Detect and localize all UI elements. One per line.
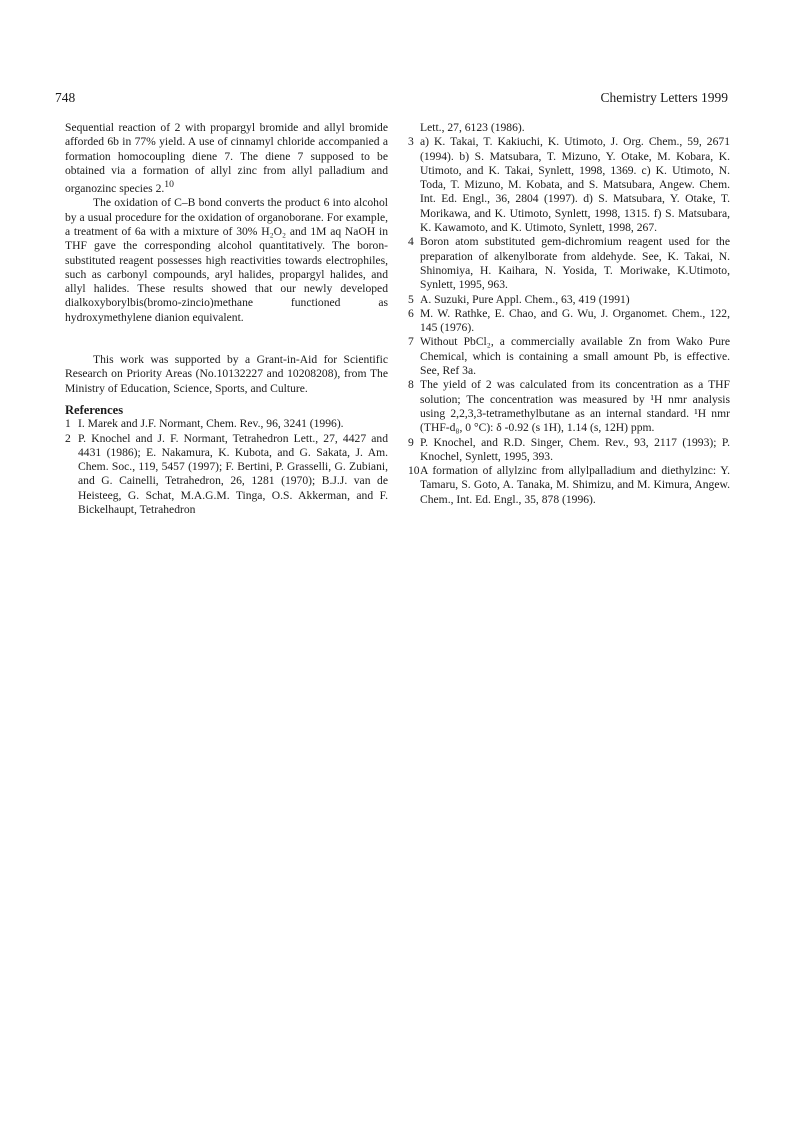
reference-text: I. Marek and J.F. Normant, Chem. Rev., 96, 3241 (1996). bbox=[78, 417, 344, 431]
reference-number: 1 bbox=[65, 417, 71, 431]
references-list-left bbox=[65, 417, 388, 517]
reference-number: 5 bbox=[408, 292, 414, 306]
page-number: 748 bbox=[55, 90, 76, 105]
body-paragraph-1-text: Sequential reaction of 2 with propargyl bromide and allyl bromide afforded 6b in 77% yield. A use of cinnamyl chloride accompanied a formation homocoupling diene 7. The diene 7 supposed to be obtained via a formation of allyl zinc from allyl palladium and organozinc species 2. bbox=[65, 121, 388, 196]
reference-item bbox=[65, 432, 388, 518]
reference-number: 2 bbox=[65, 431, 71, 445]
reference-number: 9 bbox=[408, 435, 414, 449]
reference-number: 6 bbox=[408, 306, 414, 320]
reference-text: A. Suzuki, Pure Appl. Chem., 63, 419 (1991) bbox=[420, 292, 630, 306]
reference-text: A formation of allylzinc from allylpalladium and diethylzinc: Y. Tamaru, S. Goto, A. Tanaka, M. Shimizu, and M. Kimura, Angew. Chem., Int. Ed. Engl., 35, 878 (1996). bbox=[420, 464, 730, 506]
reference-item bbox=[408, 335, 730, 378]
reference-number: 4 bbox=[408, 235, 414, 249]
reference-text: P. Knochel and J. F. Normant, Tetrahedron Lett., 27, 4427 and 4431 (1986); E. Nakamura, K. Kubota, and G. Sakata, J. Am. Chem. Soc., 119, 5457 (1997); F. Bertini, P. Grasselli, G. Zubiani, and G. Cainelli, Tetrahedron, 26, 1281 (1970); B.J.J. van de Heisteeg, G. Schat, M.A.G.M. Tinga, O.S. Akkerman, and F. Bickelhaupt, Tetrahedron bbox=[78, 431, 388, 516]
reference-item bbox=[408, 135, 730, 235]
body-paragraph-2: The oxidation of C–B bond converts the product 6 into alcohol by a usual procedure for the oxidation of organoborane. For example, a treatment of 6a with a mixture of 30% H₂O₂ and 1M aq NaOH in THF gave the corresponding alcohol quantitatively. The boron-substituted reagent possesses high reactivities towards electrophiles, such as carbonyl compounds, aryl halides, propargyl halides, and allyl halides. These results showed that our newly developed dialkoxyborylbis(bromo-zincio)methane functioned as hydroxymethylene dianion equivalent. bbox=[65, 196, 388, 324]
right-column bbox=[408, 121, 730, 507]
reference-text: Without PbCl₂, a commercially available Zn from Wako Pure Chemical, which is containing a small amount Pb, is effective. See, Ref 3a. bbox=[420, 335, 730, 378]
citation-superscript: 10 bbox=[164, 179, 174, 191]
reference-item bbox=[408, 307, 730, 336]
references-list-right bbox=[408, 135, 730, 507]
body-paragraph-1 bbox=[65, 121, 388, 196]
reference-text: The yield of 2 was calculated from its concentration as a THF solution; The concentration was measured by ¹H nmr analysis using 2,2,3,3-tetramethylbutane as an internal standard. ¹H nmr (THF-d₈, 0 °C): δ -0.92 (s 1H), 1.14 (s, 12H) ppm. bbox=[420, 378, 730, 435]
reference-number: 3 bbox=[408, 135, 414, 149]
left-column bbox=[65, 121, 388, 517]
reference-number: 10 bbox=[408, 464, 420, 478]
reference-item bbox=[408, 378, 730, 435]
reference-item bbox=[408, 293, 730, 307]
reference-item bbox=[408, 436, 730, 465]
reference-continuation: Lett., 27, 6123 (1986). bbox=[420, 121, 525, 134]
reference-text: Boron atom substituted gem-dichromium reagent used for the preparation of alkenylborate from aldehyde. See, K. Takai, N. Shinomiya, H. Kaihara, N. Yosida, T. Moriwake, K.Utimoto, Synlett, 1995, 963. bbox=[420, 235, 730, 292]
reference-item bbox=[408, 464, 730, 507]
reference-text: a) K. Takai, T. Kakiuchi, K. Utimoto, J. Org. Chem., 59, 2671 (1994). b) S. Matsubara, T. Mizuno, Y. Otake, M. Kobara, K. Utimoto, and K. Takai, Synlett, 1998, 1369. c) K. Utimoto, N. Toda, T. Mizuno, M. Kobata, and S. Matsubara, Angew. Chem. Int. Ed. Engl., 36, 2804 (1997). d) S. Matsubara, Y. Otake, T. Morikawa, and K. Utimoto, Synlett, 1998, 1315. f) S. Matsubara, K. Kawamoto, and K. Utimoto, Synlett, 1998, 267. bbox=[420, 135, 730, 235]
reference-number: 8 bbox=[408, 378, 414, 392]
reference-item bbox=[408, 235, 730, 292]
reference-text: M. W. Rathke, E. Chao, and G. Wu, J. Organomet. Chem., 122, 145 (1976). bbox=[420, 306, 730, 335]
acknowledgment: This work was supported by a Grant-in-Aid for Scientific Research on Priority Areas (No.10132227 and 10208208), from The Ministry of Education, Science, Sports, and Culture. bbox=[65, 353, 388, 395]
references-heading: References bbox=[65, 402, 124, 417]
reference-item bbox=[65, 417, 388, 431]
reference-number: 7 bbox=[408, 335, 414, 349]
journal-header: Chemistry Letters 1999 bbox=[600, 90, 728, 105]
reference-text: P. Knochel, and R.D. Singer, Chem. Rev., 93, 2117 (1993); P. Knochel, Synlett, 1995, 393. bbox=[420, 435, 730, 463]
